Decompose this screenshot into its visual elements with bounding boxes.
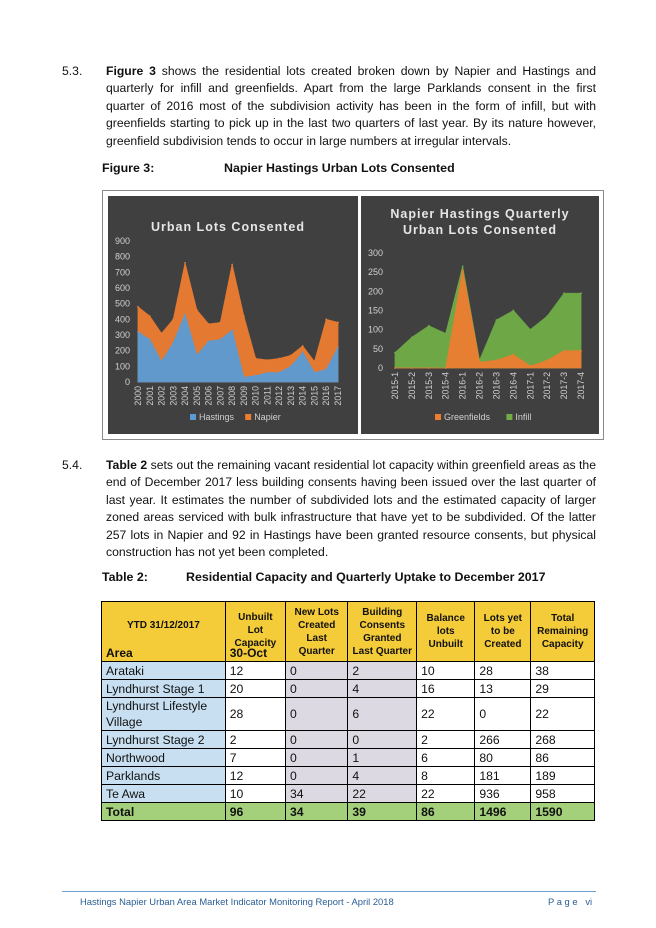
table-cell-area: Lyndhurst Stage 2 (102, 731, 226, 749)
data-point-infill (411, 336, 413, 338)
table-header-row (102, 602, 595, 662)
x-tick-label: 2016-2 (474, 372, 485, 400)
header-new-lots: New Lots Created Last Quarter (286, 602, 348, 662)
table-cell: 0 (286, 767, 348, 785)
header-total-remaining: Total Remaining Capacity (531, 602, 595, 662)
table-cell: 2 (417, 731, 475, 749)
x-tick-label: 2016-1 (457, 372, 468, 400)
table-cell: 86 (417, 803, 475, 821)
data-point-napier (302, 345, 304, 347)
x-tick-label: 2007 (215, 386, 226, 406)
bold-lead: Table 2 (106, 458, 148, 472)
table-cell: 34 (286, 803, 348, 821)
data-point-napier (137, 306, 139, 308)
table-cell-area: Northwood (102, 749, 226, 767)
data-point-hastings (243, 376, 245, 378)
table-cell: 1590 (531, 803, 595, 821)
y-tick-label: 600 (114, 283, 130, 293)
y-tick-label: 250 (367, 267, 383, 278)
table-cell: 181 (475, 767, 531, 785)
x-tick-label: 2016-3 (491, 372, 502, 400)
x-tick-label: 2013 (285, 386, 296, 406)
paragraph-5-4 (62, 457, 596, 561)
table-cell: 4 (348, 767, 417, 785)
x-tick-label: 2005 (191, 386, 202, 406)
legend-label: Greenfields (444, 412, 491, 422)
table-cell: 12 (225, 662, 285, 680)
paragraph-text (106, 63, 596, 150)
legend-label: Hastings (199, 412, 235, 422)
x-tick-label: 2017-1 (525, 372, 536, 400)
data-point-napier (208, 323, 210, 325)
header-date: 30-Oct (229, 646, 268, 660)
capacity-table (101, 601, 595, 821)
y-tick-label: 500 (114, 298, 130, 309)
x-tick-label: 2000 (133, 386, 143, 406)
footer-title: Hastings Napier Urban Area Market Indicator Monitoring Report - April 2018 (80, 896, 394, 907)
x-tick-label: 2002 (156, 386, 167, 406)
data-point-hastings (325, 369, 327, 371)
table-cell: 96 (225, 803, 285, 821)
data-point-infill (462, 266, 464, 268)
table-cell: 10 (225, 785, 285, 803)
table-cell: 6 (417, 749, 475, 767)
data-point-napier (196, 309, 198, 311)
data-point-infill (496, 319, 498, 321)
legend-swatch-greenfields (435, 414, 441, 420)
x-tick-label: 2014 (297, 386, 308, 406)
table-cell: 16 (417, 680, 475, 698)
data-point-napier (219, 322, 221, 324)
x-tick-label: 2004 (180, 386, 191, 406)
paragraph-5-3 (62, 63, 596, 150)
table-cell: 0 (286, 662, 348, 680)
data-point-napier (149, 315, 151, 317)
x-tick-label: 2015-4 (440, 372, 451, 400)
table-cell: 22 (531, 698, 595, 731)
table-cell-area: Lyndhurst Stage 1 (102, 680, 226, 698)
header-balance-lots: Balance lots Unbuilt (417, 602, 475, 662)
legend-label: Napier (254, 412, 281, 422)
data-point-napier (161, 333, 163, 335)
x-tick-label: 2008 (227, 386, 238, 406)
table-cell: 38 (531, 662, 595, 680)
paragraph-body: sets out the remaining vacant residential lot capacity within greenfield areas as the end of December 2017 less building consents having been issued over the last quarter of last year. It estimates the number of subdivided lots and the estimated capacity of larger zoned areas serviced with bulk infrastructure that have yet to be subdivided. Of the latter 257 lots in Napier and 92 in Hastings have been granted resource consents, but physical construction has not yet been completed. (106, 458, 596, 560)
x-tick-label: 2015-1 (390, 372, 400, 400)
x-tick-label: 2001 (144, 386, 155, 406)
data-point-napier (290, 354, 292, 356)
table-cell: 268 (531, 731, 595, 749)
data-point-hastings (337, 347, 339, 349)
data-point-hastings (302, 351, 304, 353)
data-point-napier (231, 264, 233, 266)
y-tick-label: 400 (114, 314, 130, 325)
x-tick-label: 2015-3 (423, 372, 434, 400)
data-point-greenfields (479, 361, 481, 363)
y-tick-label: 150 (367, 305, 383, 316)
y-tick-label: 0 (377, 363, 383, 373)
table-row (102, 698, 595, 731)
data-point-greenfields (546, 359, 548, 361)
table-cell: 1496 (475, 803, 531, 821)
x-tick-label: 2017-2 (542, 372, 553, 400)
table-cell: 2 (348, 662, 417, 680)
data-point-hastings (172, 342, 174, 344)
y-tick-label: 900 (114, 236, 130, 246)
paragraph-number: 5.4. (62, 458, 83, 472)
data-point-napier (325, 318, 327, 320)
table-cell-area: Total (102, 803, 226, 821)
table-cell: 0 (286, 698, 348, 731)
data-point-hastings (314, 372, 316, 374)
y-tick-label: 800 (114, 251, 130, 262)
table-cell: 86 (531, 749, 595, 767)
table-label: Table 2: (102, 570, 148, 584)
table-cell-area: Parklands (102, 767, 226, 785)
y-tick-label: 700 (114, 267, 130, 278)
data-point-greenfields (462, 269, 464, 271)
table-cell: 936 (475, 785, 531, 803)
table-cell: 39 (348, 803, 417, 821)
table-cell: 28 (225, 698, 285, 731)
table-row (102, 785, 595, 803)
table-row (102, 731, 595, 749)
table-cell: 12 (225, 767, 285, 785)
data-point-hastings (137, 331, 139, 333)
data-point-infill (563, 292, 565, 294)
data-point-hastings (219, 339, 221, 341)
data-point-hastings (161, 361, 163, 363)
y-tick-label: 300 (367, 248, 383, 258)
chart-urban-lots-consented (108, 196, 358, 434)
data-point-greenfields (529, 365, 531, 367)
data-point-infill (546, 315, 548, 317)
data-point-infill (580, 292, 582, 294)
table-cell: 2 (225, 731, 285, 749)
table-cell: 29 (531, 680, 595, 698)
x-tick-label: 2016-4 (508, 372, 519, 400)
data-point-hastings (278, 372, 280, 374)
data-point-greenfields (428, 367, 430, 369)
table-cell-area: Arataki (102, 662, 226, 680)
data-point-napier (267, 359, 269, 361)
figure-title: Napier Hastings Urban Lots Consented (224, 161, 455, 175)
y-tick-label: 50 (372, 343, 383, 354)
data-point-greenfields (394, 367, 396, 369)
header-area-label: Area (106, 646, 133, 660)
table-cell: 22 (348, 785, 417, 803)
header-lots-yet: Lots yet to be Created (475, 602, 531, 662)
paragraph-body: shows the residential lots created broken down by Napier and Hastings and quarterly for infill and greenfields. Apart from the large Parklands consent in the first quarter of 2016 most of the subdivision activity has been in the form of infill, but with greenfields starting to pick up in the last two quarters of last year. By its nature however, greenfield subdivision tends to occur in large numbers at irregular intervals. (106, 64, 596, 148)
data-point-infill (529, 329, 531, 331)
table-row (102, 749, 595, 767)
chart-title: Napier Hastings Quarterly (390, 207, 570, 221)
data-point-napier (255, 358, 257, 360)
x-tick-label: 2017-4 (576, 372, 586, 400)
table-row (102, 767, 595, 785)
x-tick-label: 2016 (321, 386, 332, 406)
table-row (102, 680, 595, 698)
chart-quarterly-urban-lots (361, 196, 599, 434)
table-cell: 10 (417, 662, 475, 680)
y-tick-label: 200 (367, 286, 383, 297)
data-point-greenfields (496, 359, 498, 361)
header-unbuilt (225, 602, 285, 662)
y-tick-label: 0 (124, 377, 130, 387)
y-tick-label: 300 (114, 330, 130, 340)
table-row-total (102, 803, 595, 821)
chart-title: Urban Lots Consented (402, 223, 558, 237)
table-cell: 28 (475, 662, 531, 680)
x-tick-label: 2017-3 (559, 372, 570, 400)
header-ytd: YTD 31/12/2017 (126, 620, 200, 631)
x-tick-label: 2015 (309, 386, 320, 406)
data-point-infill (512, 310, 514, 312)
table-cell: 0 (286, 731, 348, 749)
paragraph-text (106, 457, 596, 561)
data-point-greenfields (563, 350, 565, 352)
y-tick-label: 100 (367, 324, 383, 335)
data-point-napier (184, 262, 186, 264)
legend-swatch-infill (506, 414, 512, 420)
table-row (102, 662, 595, 680)
table-cell: 7 (225, 749, 285, 767)
table-cell: 0 (286, 749, 348, 767)
header-building-consents: Building Consents Granted Last Quarter (348, 602, 417, 662)
figure-3 (102, 190, 604, 440)
footer-divider (62, 891, 596, 892)
table-cell: 958 (531, 785, 595, 803)
data-point-hastings (267, 372, 269, 374)
table-cell: 189 (531, 767, 595, 785)
table-cell: 6 (348, 698, 417, 731)
data-point-infill (428, 325, 430, 327)
table-cell-area: Te Awa (102, 785, 226, 803)
x-tick-label: 2017 (333, 386, 343, 406)
bold-lead: Figure 3 (106, 64, 156, 78)
table-cell: 266 (475, 731, 531, 749)
data-point-hastings (290, 365, 292, 367)
x-tick-label: 2015-2 (406, 372, 417, 400)
x-tick-label: 2010 (250, 386, 261, 406)
data-point-napier (243, 315, 245, 317)
x-tick-label: 2012 (274, 386, 285, 406)
data-point-infill (445, 333, 447, 335)
data-point-hastings (208, 340, 210, 342)
data-point-greenfields (512, 354, 514, 356)
x-tick-label: 2006 (203, 386, 214, 406)
data-point-napier (337, 322, 339, 324)
data-point-hastings (184, 314, 186, 316)
table-cell: 1 (348, 749, 417, 767)
data-point-hastings (149, 339, 151, 341)
table-cell: 34 (286, 785, 348, 803)
table-cell: 4 (348, 680, 417, 698)
y-tick-label: 200 (114, 345, 130, 356)
footer-page: P a g e vi (548, 896, 593, 907)
header-unbuilt-label: Unbuilt Lot Capacity (234, 612, 277, 649)
data-point-hastings (196, 354, 198, 356)
legend-label: Infill (515, 412, 532, 422)
table-title: Residential Capacity and Quarterly Uptake to December 2017 (186, 570, 546, 584)
data-point-infill (394, 352, 396, 354)
data-point-greenfields (445, 367, 447, 369)
legend-swatch-hastings (190, 414, 196, 420)
table-cell-area: Lyndhurst Lifestyle Village (102, 698, 226, 731)
paragraph-number: 5.3. (62, 64, 83, 78)
legend-swatch-napier (245, 414, 251, 420)
data-point-napier (278, 358, 280, 360)
y-tick-label: 100 (114, 361, 130, 372)
table-cell: 20 (225, 680, 285, 698)
x-tick-label: 2009 (238, 386, 249, 406)
chart-title: Urban Lots Consented (150, 220, 306, 234)
table-cell: 22 (417, 698, 475, 731)
table-cell: 22 (417, 785, 475, 803)
table-cell: 0 (475, 698, 531, 731)
x-tick-label: 2003 (168, 386, 179, 406)
table-cell: 0 (286, 680, 348, 698)
data-point-napier (172, 318, 174, 320)
data-point-greenfields (580, 350, 582, 352)
table-cell: 80 (475, 749, 531, 767)
table-cell: 8 (417, 767, 475, 785)
figure-label: Figure 3: (102, 161, 155, 175)
data-point-greenfields (411, 367, 413, 369)
table-cell: 13 (475, 680, 531, 698)
table-cell: 0 (348, 731, 417, 749)
header-area (102, 602, 226, 662)
x-tick-label: 2011 (262, 386, 273, 405)
data-point-napier (314, 361, 316, 363)
data-point-hastings (255, 375, 257, 377)
data-point-hastings (231, 329, 233, 331)
